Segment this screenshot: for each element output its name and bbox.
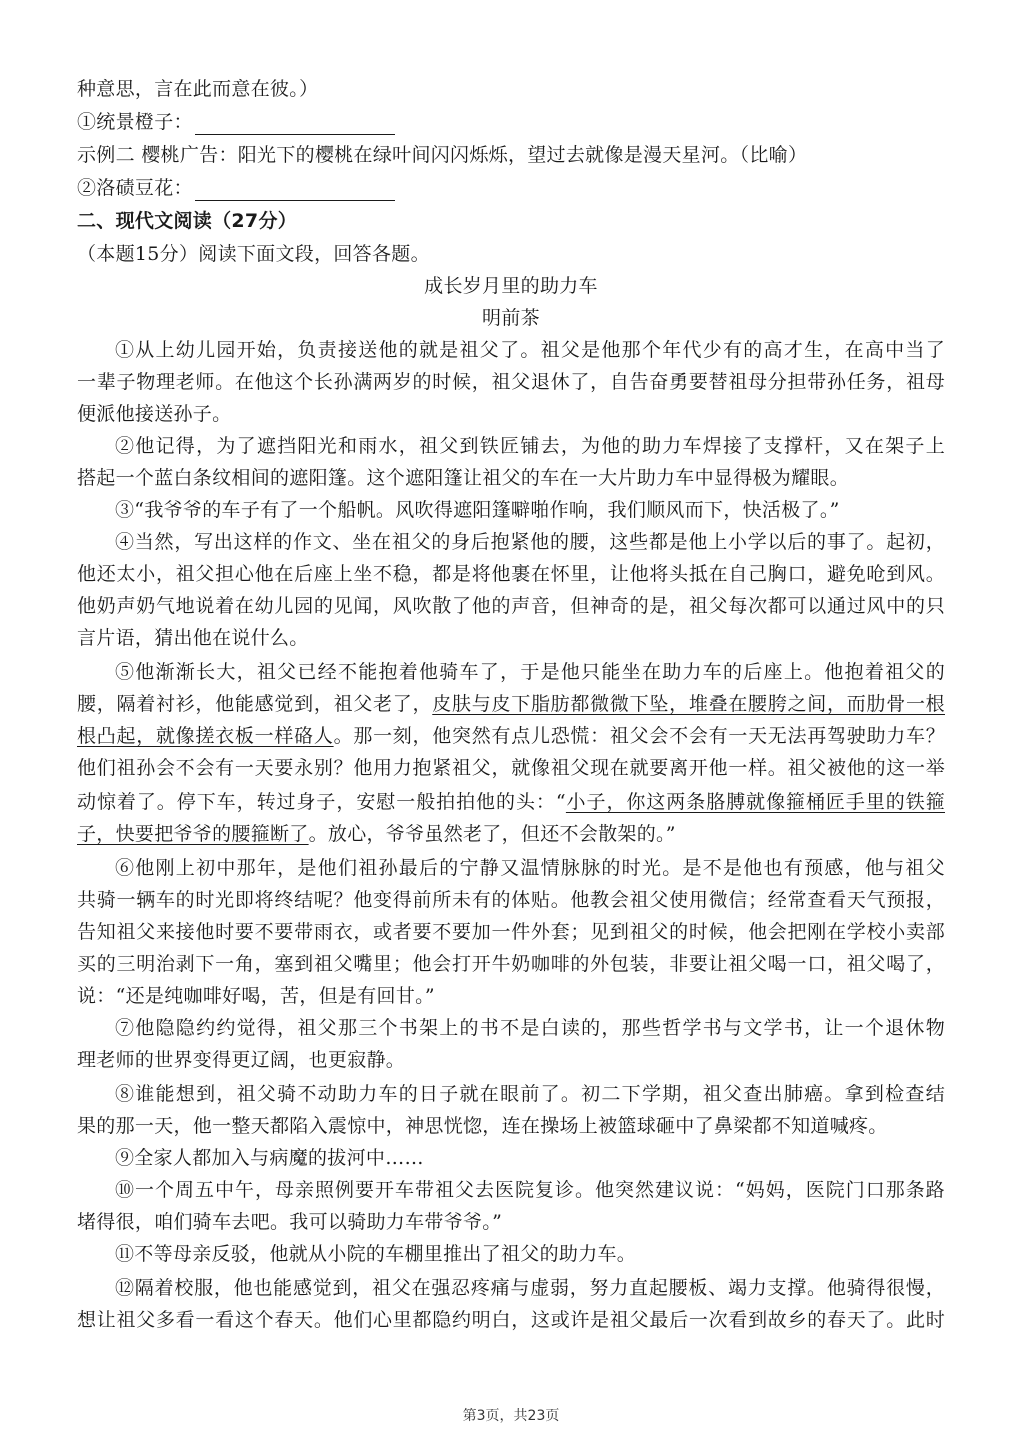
paragraph-line: 他还太小，祖父担心他在后座上坐不稳，都是将他裹在怀里，让他将头抵在自己胸口，避免呛到风。 [77,563,945,585]
page-footer: 第3页，共23页 [462,1408,560,1424]
paragraph-line: 一辈子物理老师。在他这个长孙满两岁的时候，祖父退休了，自告奋勇要替祖母分担带孙任务，祖母 [77,371,945,393]
paragraph-line: 买的三明治剥下一角，塞到祖父嘴里；他会打开牛奶咖啡的外包装，非要让祖父喝一口，祖父喝了， [77,953,945,975]
paragraph-line [77,821,945,847]
section-heading: 二、现代文阅读（27分） [77,210,298,232]
top-text-line: 种意思，言在此而意在彼。） [77,78,319,100]
paragraph-line: ⑧谁能想到，祖父骑不动助力车的日子就在眼前了。初二下学期，祖父查出肺癌。拿到检查结 [115,1083,945,1105]
paragraph-line [77,789,945,815]
article-author: 明前茶 [482,307,540,329]
paragraph-line: ④当然，写出这样的作文、坐在祖父的身后抱紧他的腰，这些都是他上小学以后的事了。起初， [115,531,945,553]
paragraph-line: ②他记得，为了遮挡阳光和雨水，祖父到铁匠铺去，为他的助力车焊接了支撑杆，又在架子上 [115,435,945,457]
text-span: 腰，隔着衬衫，他能感觉到，祖父老了， [77,693,433,715]
paragraph-line: 告知祖父来接他时要不要带雨衣，或者要不要加一件外套；见到祖父的时候，他会把刚在学校小卖部 [77,921,945,943]
paragraph-line: ⑩一个周五中午，母亲照例要开车带祖父去医院复诊。他突然建议说：“妈妈，医院门口那条路 [115,1179,945,1201]
text-span: 动惊着了。停下车，转过身子，安慰一般拍拍他的头：“ [77,791,566,813]
paragraph-line: 共骑一辆车的时光即将终结呢？他变得前所未有的体贴。他教会祖父使用微信；经常查看天气预报， [77,889,945,911]
underlined-sentence-2-cont: 子，快要把爷爷的腰箍断了 [77,823,309,845]
paragraph-line: 堵得很，咱们骑车去吧。我可以骑助力车带爷爷。” [77,1211,503,1233]
question-item-2 [77,175,395,201]
answer-blank-2[interactable] [195,180,395,201]
paragraph-line: ⑥他刚上初中那年，是他们祖孙最后的宁静又温情脉脉的时光。是不是他也有预感，他与祖父 [115,857,945,879]
paragraph-line: ⑨全家人都加入与病魔的拔河中…… [115,1147,424,1169]
example-two-line: 示例二 樱桃广告：阳光下的樱桃在绿叶间闪闪烁烁，望过去就像是漫天星河。（比喻） [77,144,808,166]
paragraph-line [77,691,945,717]
paragraph-line: ⑦他隐隐约约觉得，祖父那三个书架上的书不是白读的，那些哲学书与文学书，让一个退休物 [115,1017,945,1039]
underlined-sentence-2: 小子，你这两条胳膊就像箍桶匠手里的铁箍 [565,791,945,813]
paragraph-line: ③“我爷爷的车子有了一个船帆。风吹得遮阳篷噼啪作响，我们顺风而下，快活极了。” [115,499,840,521]
article-title: 成长岁月里的助力车 [424,275,598,297]
question-item-1 [77,109,395,135]
text-span: 。那一刻，他突然有点儿恐慌：祖父会不会有一天无法再驾驶助力车？ [333,725,945,747]
paragraph-line: ⑫隔着校服，他也能感觉到，祖父在强忍疼痛与虚弱，努力直起腰板、竭力支撑。他骑得很慢， [115,1277,945,1299]
paragraph-line: ⑤他渐渐长大，祖父已经不能抱着他骑车了，于是他只能坐在助力车的后座上。他抱着祖父的 [115,661,945,683]
item-2-label: ②洛碛豆花： [77,177,193,199]
paragraph-line: 他奶声奶气地说着在幼儿园的见闻，风吹散了他的声音，但神奇的是，祖父每次都可以通过风中的只 [77,595,945,617]
paragraph-line: 说：“还是纯咖啡好喝，苦，但是有回甘。” [77,985,435,1007]
paragraph-line: 理老师的世界变得更辽阔，也更寂静。 [77,1049,406,1071]
answer-blank-1[interactable] [195,114,395,135]
item-1-label: ①统景橙子： [77,111,193,133]
paragraph-line: 搭起一个蓝白条纹相间的遮阳篷。这个遮阳篷让祖父的车在一大片助力车中显得极为耀眼。 [77,467,850,489]
paragraph-line: ①从上幼儿园开始，负责接送他的就是祖父了。祖父是他那个年代少有的高才生，在高中当了 [115,339,945,361]
paragraph-line: 他们祖孙会不会有一天要永别？他用力抱紧祖父，就像祖父现在就要离开他一样。祖父被他的这一举 [77,757,945,779]
reading-instruction: （本题15分）阅读下面文段，回答各题。 [77,243,430,265]
text-span: 。放心，爷爷虽然老了，但还不会散架的。” [308,823,676,845]
paragraph-line: ⑪不等母亲反驳，他就从小院的车棚里推出了祖父的助力车。 [115,1243,637,1265]
paragraph-line: 便派他接送孙子。 [77,403,232,425]
underlined-sentence-1-cont: 根凸起，就像搓衣板一样硌人 [77,725,334,747]
underlined-sentence-1: 皮肤与皮下脂肪都微微下坠，堆叠在腰胯之间，而肋骨一根 [432,693,945,715]
paragraph-line: 言片语，猜出他在说什么。 [77,627,309,649]
paragraph-line [77,723,945,749]
paragraph-line: 想让祖父多看一看这个春天。他们心里都隐约明白，这或许是祖父最后一次看到故乡的春天了。此时 [77,1309,945,1331]
paragraph-line: 果的那一天，他一整天都陷入震惊中，神思恍惚，连在操场上被篮球砸中了鼻梁都不知道喊疼。 [77,1115,888,1137]
